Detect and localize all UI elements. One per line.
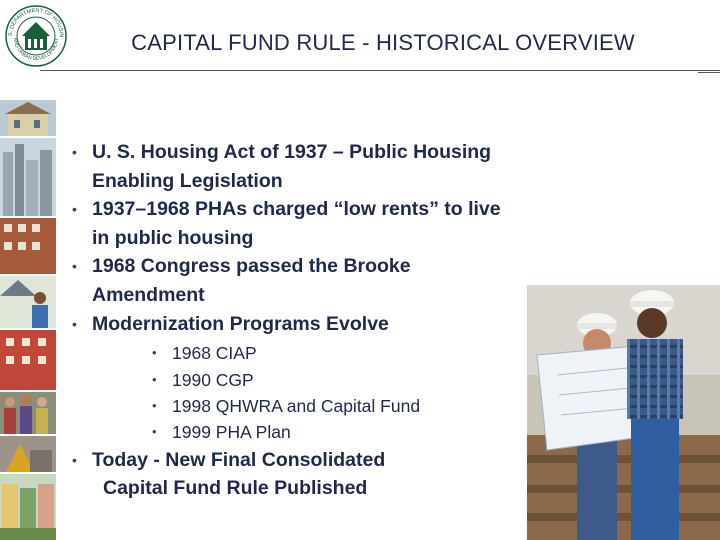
sub-bullet-list: [92, 340, 522, 446]
bullet-text: 1968 Congress passed the Brooke Amendment: [92, 255, 411, 306]
bullet-text-line2: Capital Fund Rule Published: [103, 477, 368, 500]
bullet-text: U. S. Housing Act of 1937 – Public Housing Enabling Legislation: [92, 141, 492, 192]
title-divider-accent: [698, 72, 720, 73]
bullet-item: [72, 195, 522, 252]
page-title: CAPITAL FUND RULE - HISTORICAL OVERVIEW: [131, 30, 635, 55]
title-divider: [40, 70, 720, 71]
bullet-item: [72, 446, 522, 503]
sub-bullet-item: • 1990 CGP: [92, 367, 522, 393]
bullet-item: [72, 310, 522, 446]
sub-bullet-item: • 1968 CIAP: [92, 340, 522, 366]
bullet-list: [72, 138, 522, 503]
seal-text-top: S. DEPARTMENT OF HOUSIN: [7, 7, 65, 38]
bullet-text: Modernization Programs Evolve: [92, 312, 389, 335]
sub-bullet-item: • 1999 PHA Plan: [92, 419, 522, 445]
bullet-item: [72, 252, 522, 309]
construction-workers-photo: [527, 285, 720, 540]
bullet-text: 1937–1968 PHAs charged “low rents” to live in public housing: [92, 198, 501, 249]
bullet-text-line1: Today - New Final Consolidated: [92, 448, 386, 471]
left-photo-strip: [0, 100, 56, 540]
hud-seal-icon: [4, 4, 68, 68]
sub-bullet-item: • 1998 QHWRA and Capital Fund: [92, 393, 522, 419]
bullet-item: [72, 138, 522, 195]
seal-text-bottom: AND URBAN DEVELOPMENT: [11, 37, 61, 63]
